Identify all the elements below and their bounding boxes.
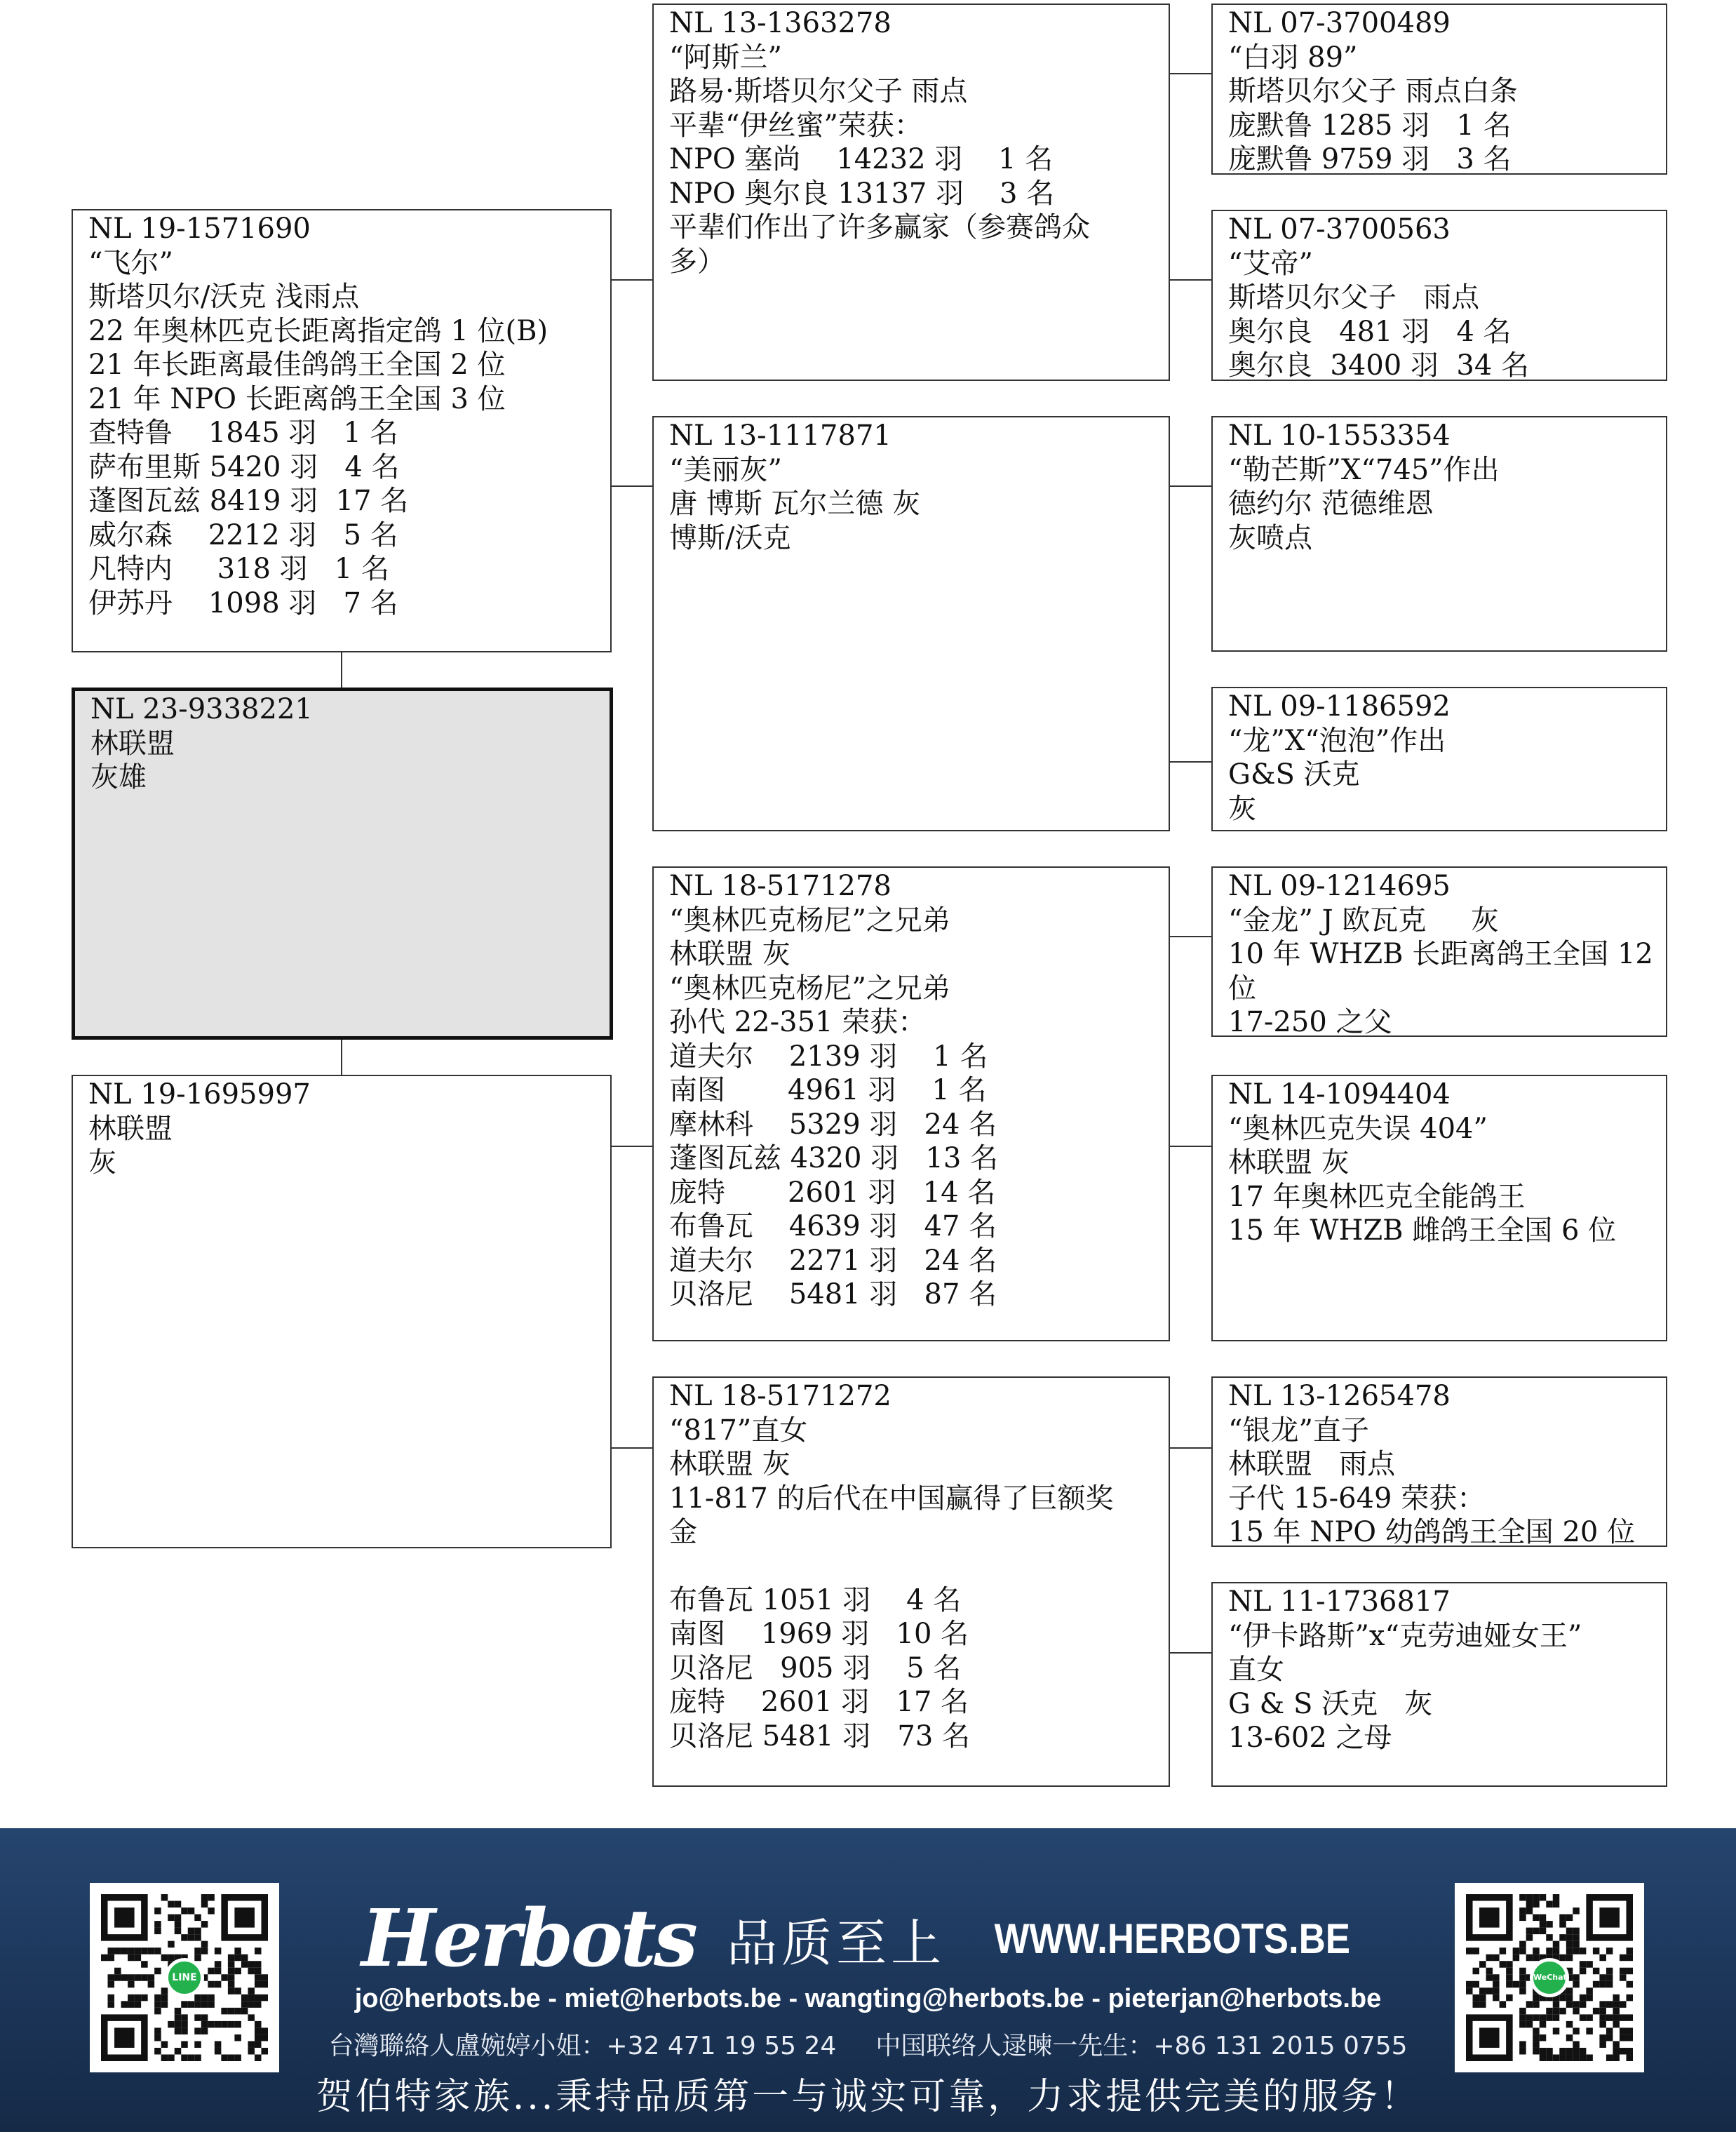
- ss-dam-card: [1211, 210, 1667, 381]
- pedigree-line: 灰: [1228, 792, 1256, 825]
- pedigree-line: “美丽灰”: [669, 453, 782, 486]
- pedigree-line: 查特鲁 1845 羽 1 名: [88, 417, 398, 449]
- sire-card: [72, 209, 612, 652]
- spacer: [669, 1550, 1153, 1583]
- pedigree-result-line: 布鲁瓦 1051 羽 4 名: [669, 1583, 962, 1616]
- connector: [1170, 936, 1211, 937]
- pedigree-line: 唐 博斯 瓦尔兰德 灰: [669, 488, 921, 520]
- pedigree-line: 博斯/沃克: [669, 521, 791, 554]
- pedigree-line: 庞特 2601 羽 14 名: [669, 1176, 996, 1209]
- ring-number: NL 07-3700489: [1228, 7, 1451, 39]
- pedigree-line: 17-250 之父: [1228, 1006, 1392, 1037]
- pedigree-line: 灰雄: [90, 761, 147, 793]
- pedigree-line: 位: [1228, 972, 1256, 1005]
- pedigree-line: 平辈们作出了许多赢家（参赛鸽众: [669, 211, 1090, 243]
- wechat-icon: WeChat: [1530, 1958, 1569, 1997]
- ring-number: NL 19-1695997: [88, 1078, 311, 1111]
- ds-dam-card: [1211, 1075, 1667, 1341]
- connector: [1170, 761, 1211, 763]
- ring-number: NL 19-1571690: [88, 213, 311, 245]
- ring-number: NL 10-1553354: [1228, 420, 1451, 452]
- pedigree-line: 孙代 22-351 荣获：: [669, 1006, 927, 1038]
- ring-number: NL 13-1117871: [669, 420, 891, 452]
- pedigree-line: 奥尔良 3400 羽 34 名: [1228, 349, 1529, 381]
- pedigree-line: 伊苏丹 1098 羽 7 名: [88, 586, 398, 619]
- dd-sire-card: [1211, 1376, 1667, 1547]
- pedigree-line: NPO 奥尔良 13137 羽 3 名: [669, 177, 1055, 210]
- pedigree-line: 庞默鲁 9759 羽 3 名: [1228, 143, 1512, 175]
- pedigree-line: 路易·斯塔贝尔父子 雨点: [669, 75, 968, 107]
- pedigree-line: G&S 沃克: [1228, 758, 1360, 791]
- pedigree-line: 奥尔良 481 羽 4 名: [1228, 315, 1512, 348]
- ring-number: NL 09-1186592: [1228, 690, 1451, 723]
- pedigree-line: “伊卡路斯”x“克劳迪娅女王”: [1228, 1619, 1582, 1652]
- pedigree-line: 布鲁瓦 4639 羽 47 名: [669, 1210, 997, 1242]
- pedigree-line: 贝洛尼 5481 羽 87 名: [669, 1278, 997, 1310]
- pedigree-line: “白羽 89”: [1228, 41, 1358, 74]
- connector: [1170, 485, 1211, 487]
- connector: [1170, 1146, 1211, 1147]
- sire-sire-card: [652, 4, 1170, 381]
- website-link[interactable]: WWW.HERBOTS.BE: [994, 1915, 1351, 1962]
- pedigree-line: 蓬图瓦兹 8419 羽 17 名: [88, 485, 409, 517]
- pedigree-line: G & S 沃克 灰: [1228, 1687, 1433, 1720]
- connector: [1170, 279, 1211, 281]
- pedigree-line: 林联盟 雨点: [1228, 1448, 1396, 1480]
- pedigree-line: 林联盟 灰: [669, 1448, 790, 1480]
- pedigree-line: 灰喷点: [1228, 521, 1312, 554]
- connector: [1170, 73, 1211, 74]
- brand-motto: 贺伯特家族...秉持品质第一与诚实可靠，力求提供完美的服务！: [316, 2076, 1420, 2118]
- connector: [612, 1447, 652, 1449]
- pedigree-line: 多）: [669, 245, 725, 278]
- pedigree-line: “金龙” J 欧瓦克 灰: [1228, 904, 1499, 937]
- ss-sire-card: [1211, 4, 1667, 175]
- ring-number: NL 18-5171278: [669, 870, 891, 902]
- pedigree-line: 15 年 NPO 幼鸽鸽王全国 20 位: [1228, 1516, 1636, 1547]
- ring-number: NL 13-1265478: [1228, 1380, 1451, 1412]
- pedigree-line: 21 年长距离最佳鸽鸽王全国 2 位: [88, 349, 506, 381]
- pedigree-result-line: 庞特 2601 羽 17 名: [669, 1686, 969, 1718]
- connector: [1170, 1652, 1211, 1654]
- connector: [1170, 1447, 1211, 1449]
- pedigree-line: 斯塔贝尔父子 雨点: [1228, 281, 1480, 314]
- herbots-logo: Herbots: [361, 1893, 696, 1985]
- pedigree-result-line: 贝洛尼 905 羽 5 名: [669, 1651, 962, 1684]
- connector: [341, 652, 342, 688]
- pedigree-line: 10 年 WHZB 长距离鸽王全国 12: [1228, 938, 1653, 970]
- pedigree-line: “银龙”直子: [1228, 1414, 1369, 1447]
- pedigree-line: 子代 15-649 荣获：: [1228, 1482, 1486, 1515]
- ring-number: NL 14-1094404: [1228, 1078, 1451, 1111]
- pedigree-line: “艾帝”: [1228, 247, 1313, 280]
- pedigree-line: “龙”X“泡泡”作出: [1228, 724, 1446, 757]
- dam-card: [72, 1075, 612, 1548]
- pedigree-line: 萨布里斯 5420 羽 4 名: [88, 450, 400, 483]
- pedigree-result-line: 南图 1969 羽 10 名: [669, 1618, 969, 1650]
- ring-number: NL 11-1736817: [1228, 1585, 1451, 1618]
- contact-phones: [0, 2026, 1736, 2062]
- sire-dam-card: [652, 416, 1170, 831]
- dam-sire-card: [652, 866, 1170, 1341]
- ring-number: NL 18-5171272: [669, 1380, 891, 1412]
- pedigree-line: 斯塔贝尔/沃克 浅雨点: [88, 281, 360, 313]
- pedigree-line: 金: [669, 1516, 697, 1548]
- pedigree-line: 林联盟: [90, 727, 175, 760]
- pedigree-line: 斯塔贝尔父子 雨点白条: [1228, 75, 1518, 107]
- pedigree-line: NPO 塞尚 14232 羽 1 名: [669, 143, 1054, 175]
- pedigree-line: 平辈“伊丝蜜”荣获：: [669, 109, 922, 142]
- pedigree-line: 直女: [1228, 1654, 1284, 1686]
- pedigree-line: 林联盟 灰: [1228, 1146, 1350, 1179]
- ring-number: NL 07-3700563: [1228, 213, 1451, 246]
- pedigree-line: “奥林匹克失误 404”: [1228, 1112, 1488, 1145]
- pedigree-line: 林联盟 灰: [669, 938, 790, 970]
- line-app-icon: LINE: [165, 1958, 204, 1997]
- pedigree-line: 摩林科 5329 羽 24 名: [669, 1108, 997, 1141]
- china-contact: 中国联络人逯暕一先生：+86 131 2015 0755: [875, 2032, 1408, 2060]
- pedigree-line: 13-602 之母: [1228, 1722, 1392, 1754]
- pedigree-line: 11-817 的后代在中国赢得了巨额奖: [669, 1482, 1114, 1515]
- ring-number: NL 23-9338221: [90, 693, 313, 725]
- subject-pigeon-card: [72, 688, 613, 1040]
- ring-number: NL 09-1214695: [1228, 870, 1451, 902]
- pedigree-line: 德约尔 范德维恩: [1228, 488, 1434, 520]
- pedigree-line: 林联盟: [88, 1112, 173, 1145]
- connector: [612, 279, 652, 281]
- pedigree-line: “勒芒斯”X“745”作出: [1228, 453, 1500, 486]
- pedigree-line: “奥林匹克杨尼”之兄弟: [669, 904, 950, 937]
- pedigree-line: “飞尔”: [88, 246, 173, 279]
- sd-sire-card: [1211, 416, 1667, 652]
- pedigree-line: 威尔森 2212 羽 5 名: [88, 518, 398, 551]
- pedigree-line: 道夫尔 2271 羽 24 名: [669, 1244, 997, 1277]
- pedigree-line: 15 年 WHZB 雌鸽王全国 6 位: [1228, 1214, 1617, 1247]
- pedigree-line: 17 年奥林匹克全能鸽王: [1228, 1180, 1526, 1213]
- ring-number: NL 13-1363278: [669, 7, 891, 39]
- pedigree-line: 灰: [88, 1146, 116, 1179]
- pedigree-line: “阿斯兰”: [669, 41, 782, 74]
- pedigree-line: 道夫尔 2139 羽 1 名: [669, 1040, 988, 1073]
- contact-emails[interactable]: jo@herbots.be - miet@herbots.be - wangting@herbots.be - pieterjan@herbots.be: [354, 1984, 1382, 2013]
- sd-dam-card: [1211, 687, 1667, 831]
- pedigree-line: 庞默鲁 1285 羽 1 名: [1228, 109, 1512, 142]
- pedigree-line: 南图 4961 羽 1 名: [669, 1074, 987, 1106]
- pedigree-line: 22 年奥林匹克长距离指定鸽 1 位(B): [88, 314, 549, 347]
- pedigree-line: 21 年 NPO 长距离鸽王全国 3 位: [88, 382, 506, 415]
- dd-dam-card: [1211, 1582, 1667, 1787]
- footer-banner: [0, 1828, 1736, 2132]
- taiwan-contact: 台灣聯絡人盧婉婷小姐：+32 471 19 55 24: [328, 2032, 837, 2060]
- connector: [612, 1146, 652, 1147]
- brand-tagline: 品质至上: [727, 1913, 946, 1973]
- pedigree-line: 凡特内 318 羽 1 名: [88, 553, 389, 585]
- connector: [612, 485, 652, 487]
- pedigree-line: “奥林匹克杨尼”之兄弟: [669, 972, 950, 1005]
- pedigree-line: 蓬图瓦兹 4320 羽 13 名: [669, 1142, 998, 1174]
- pedigree-line: “817”直女: [669, 1414, 808, 1447]
- pedigree-result-line: 贝洛尼 5481 羽 73 名: [669, 1719, 970, 1752]
- dam-dam-card: [652, 1376, 1170, 1787]
- ds-sire-card: [1211, 866, 1667, 1037]
- connector: [341, 1040, 342, 1075]
